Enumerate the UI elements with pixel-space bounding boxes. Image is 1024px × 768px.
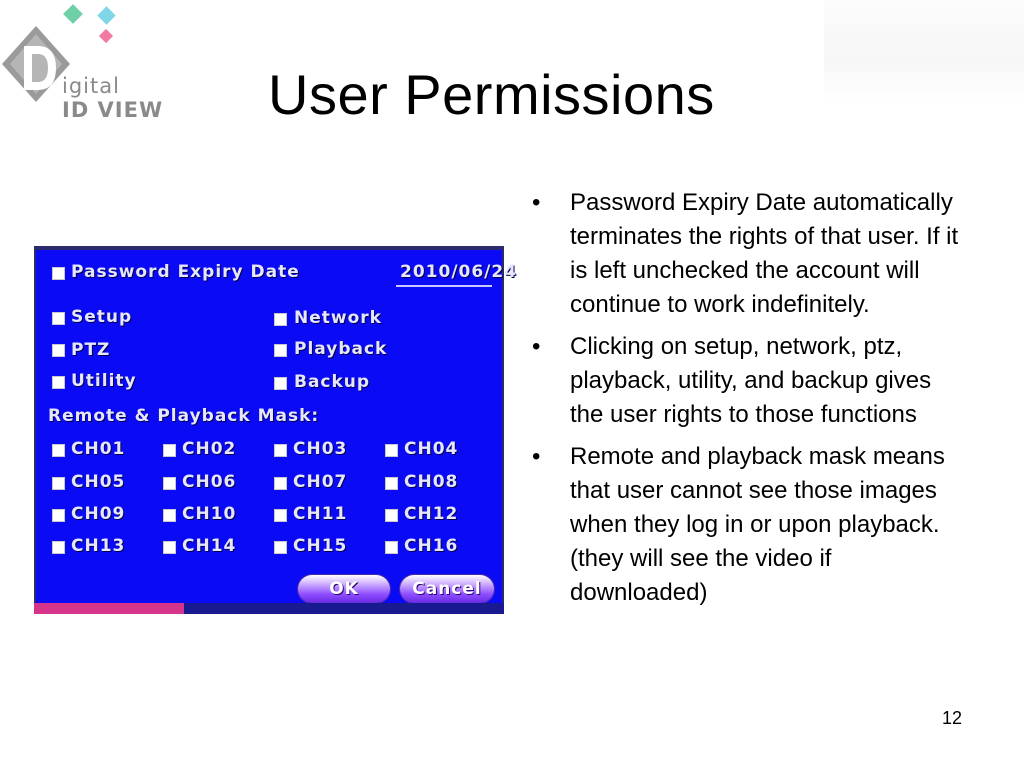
ch08-label: CH08 bbox=[404, 472, 459, 492]
logo-text-id-view: ID VIEW bbox=[62, 98, 164, 122]
ptz-label: PTZ bbox=[71, 340, 111, 360]
ch16-label: CH16 bbox=[404, 536, 459, 556]
logo-text-digital: igital bbox=[62, 74, 120, 98]
ch10-label: CH10 bbox=[182, 504, 237, 524]
dvr-bottom-strip bbox=[184, 603, 504, 614]
ch15-checkbox[interactable] bbox=[274, 541, 287, 554]
page-title: User Permissions bbox=[268, 63, 715, 126]
ch04-checkbox[interactable] bbox=[385, 444, 398, 457]
ch13-label: CH13 bbox=[71, 536, 126, 556]
ch02-label: CH02 bbox=[182, 439, 237, 459]
decorative-smudge bbox=[824, 0, 1024, 100]
ch14-label: CH14 bbox=[182, 536, 237, 556]
mask-section-label: Remote & Playback Mask: bbox=[48, 406, 320, 426]
ch07-label: CH07 bbox=[293, 472, 348, 492]
ch14-checkbox[interactable] bbox=[163, 541, 176, 554]
ok-button[interactable]: OK bbox=[298, 575, 390, 603]
bullet-item bbox=[530, 440, 970, 610]
bullet-item bbox=[530, 330, 970, 432]
ch09-checkbox[interactable] bbox=[52, 509, 65, 522]
network-label: Network bbox=[294, 308, 382, 328]
network-checkbox[interactable] bbox=[274, 313, 287, 326]
page-number: 12 bbox=[942, 708, 963, 728]
ch05-checkbox[interactable] bbox=[52, 477, 65, 490]
playback-label: Playback bbox=[294, 339, 388, 359]
ch07-checkbox[interactable] bbox=[274, 477, 287, 490]
ch03-label: CH03 bbox=[293, 439, 348, 459]
ch12-label: CH12 bbox=[404, 504, 459, 524]
bullet-list bbox=[530, 186, 970, 618]
ch01-label: CH01 bbox=[71, 439, 126, 459]
ch06-checkbox[interactable] bbox=[163, 477, 176, 490]
user-permissions-dialog bbox=[36, 250, 518, 608]
bullet-icon: • bbox=[532, 333, 541, 360]
ch11-label: CH11 bbox=[293, 504, 348, 524]
ch05-label: CH05 bbox=[71, 472, 126, 492]
dvr-bottom-pink-strip bbox=[34, 603, 184, 614]
bullet-icon: • bbox=[532, 443, 541, 470]
ch04-label: CH04 bbox=[404, 439, 459, 459]
cancel-button[interactable]: Cancel bbox=[400, 575, 494, 603]
bullet-icon: • bbox=[532, 189, 541, 216]
ch16-checkbox[interactable] bbox=[385, 541, 398, 554]
ch06-label: CH06 bbox=[182, 472, 237, 492]
ptz-checkbox[interactable] bbox=[52, 344, 65, 357]
expiry-date-underline bbox=[396, 285, 492, 287]
password-expiry-label: Password Expiry Date bbox=[71, 262, 300, 282]
password-expiry-checkbox[interactable] bbox=[52, 267, 65, 280]
setup-checkbox[interactable] bbox=[52, 312, 65, 325]
expiry-date-field[interactable]: 2010/06/24 bbox=[400, 262, 518, 282]
playback-checkbox[interactable] bbox=[274, 344, 287, 357]
utility-label: Utility bbox=[71, 371, 137, 391]
ch11-checkbox[interactable] bbox=[274, 509, 287, 522]
ch10-checkbox[interactable] bbox=[163, 509, 176, 522]
ch01-checkbox[interactable] bbox=[52, 444, 65, 457]
bullet-text: Remote and playback mask means that user cannot see those images when they log in or upon playback. (they will see the video if downloaded) bbox=[570, 443, 945, 606]
ch03-checkbox[interactable] bbox=[274, 444, 287, 457]
backup-checkbox[interactable] bbox=[274, 377, 287, 390]
digital-id-view-logo bbox=[0, 0, 200, 130]
setup-label: Setup bbox=[71, 307, 133, 327]
bullet-item bbox=[530, 186, 970, 322]
backup-label: Backup bbox=[294, 372, 371, 392]
ch09-label: CH09 bbox=[71, 504, 126, 524]
bullet-text: Password Expiry Date automatically terminates the rights of that user. If it is left unchecked the account will continue to work indefinitely. bbox=[570, 189, 959, 318]
bullet-text: Clicking on setup, network, ptz, playback, utility, and backup gives the user rights to those functions bbox=[570, 333, 932, 428]
ch08-checkbox[interactable] bbox=[385, 477, 398, 490]
ch15-label: CH15 bbox=[293, 536, 348, 556]
ch13-checkbox[interactable] bbox=[52, 541, 65, 554]
utility-checkbox[interactable] bbox=[52, 376, 65, 389]
ch02-checkbox[interactable] bbox=[163, 444, 176, 457]
ch12-checkbox[interactable] bbox=[385, 509, 398, 522]
